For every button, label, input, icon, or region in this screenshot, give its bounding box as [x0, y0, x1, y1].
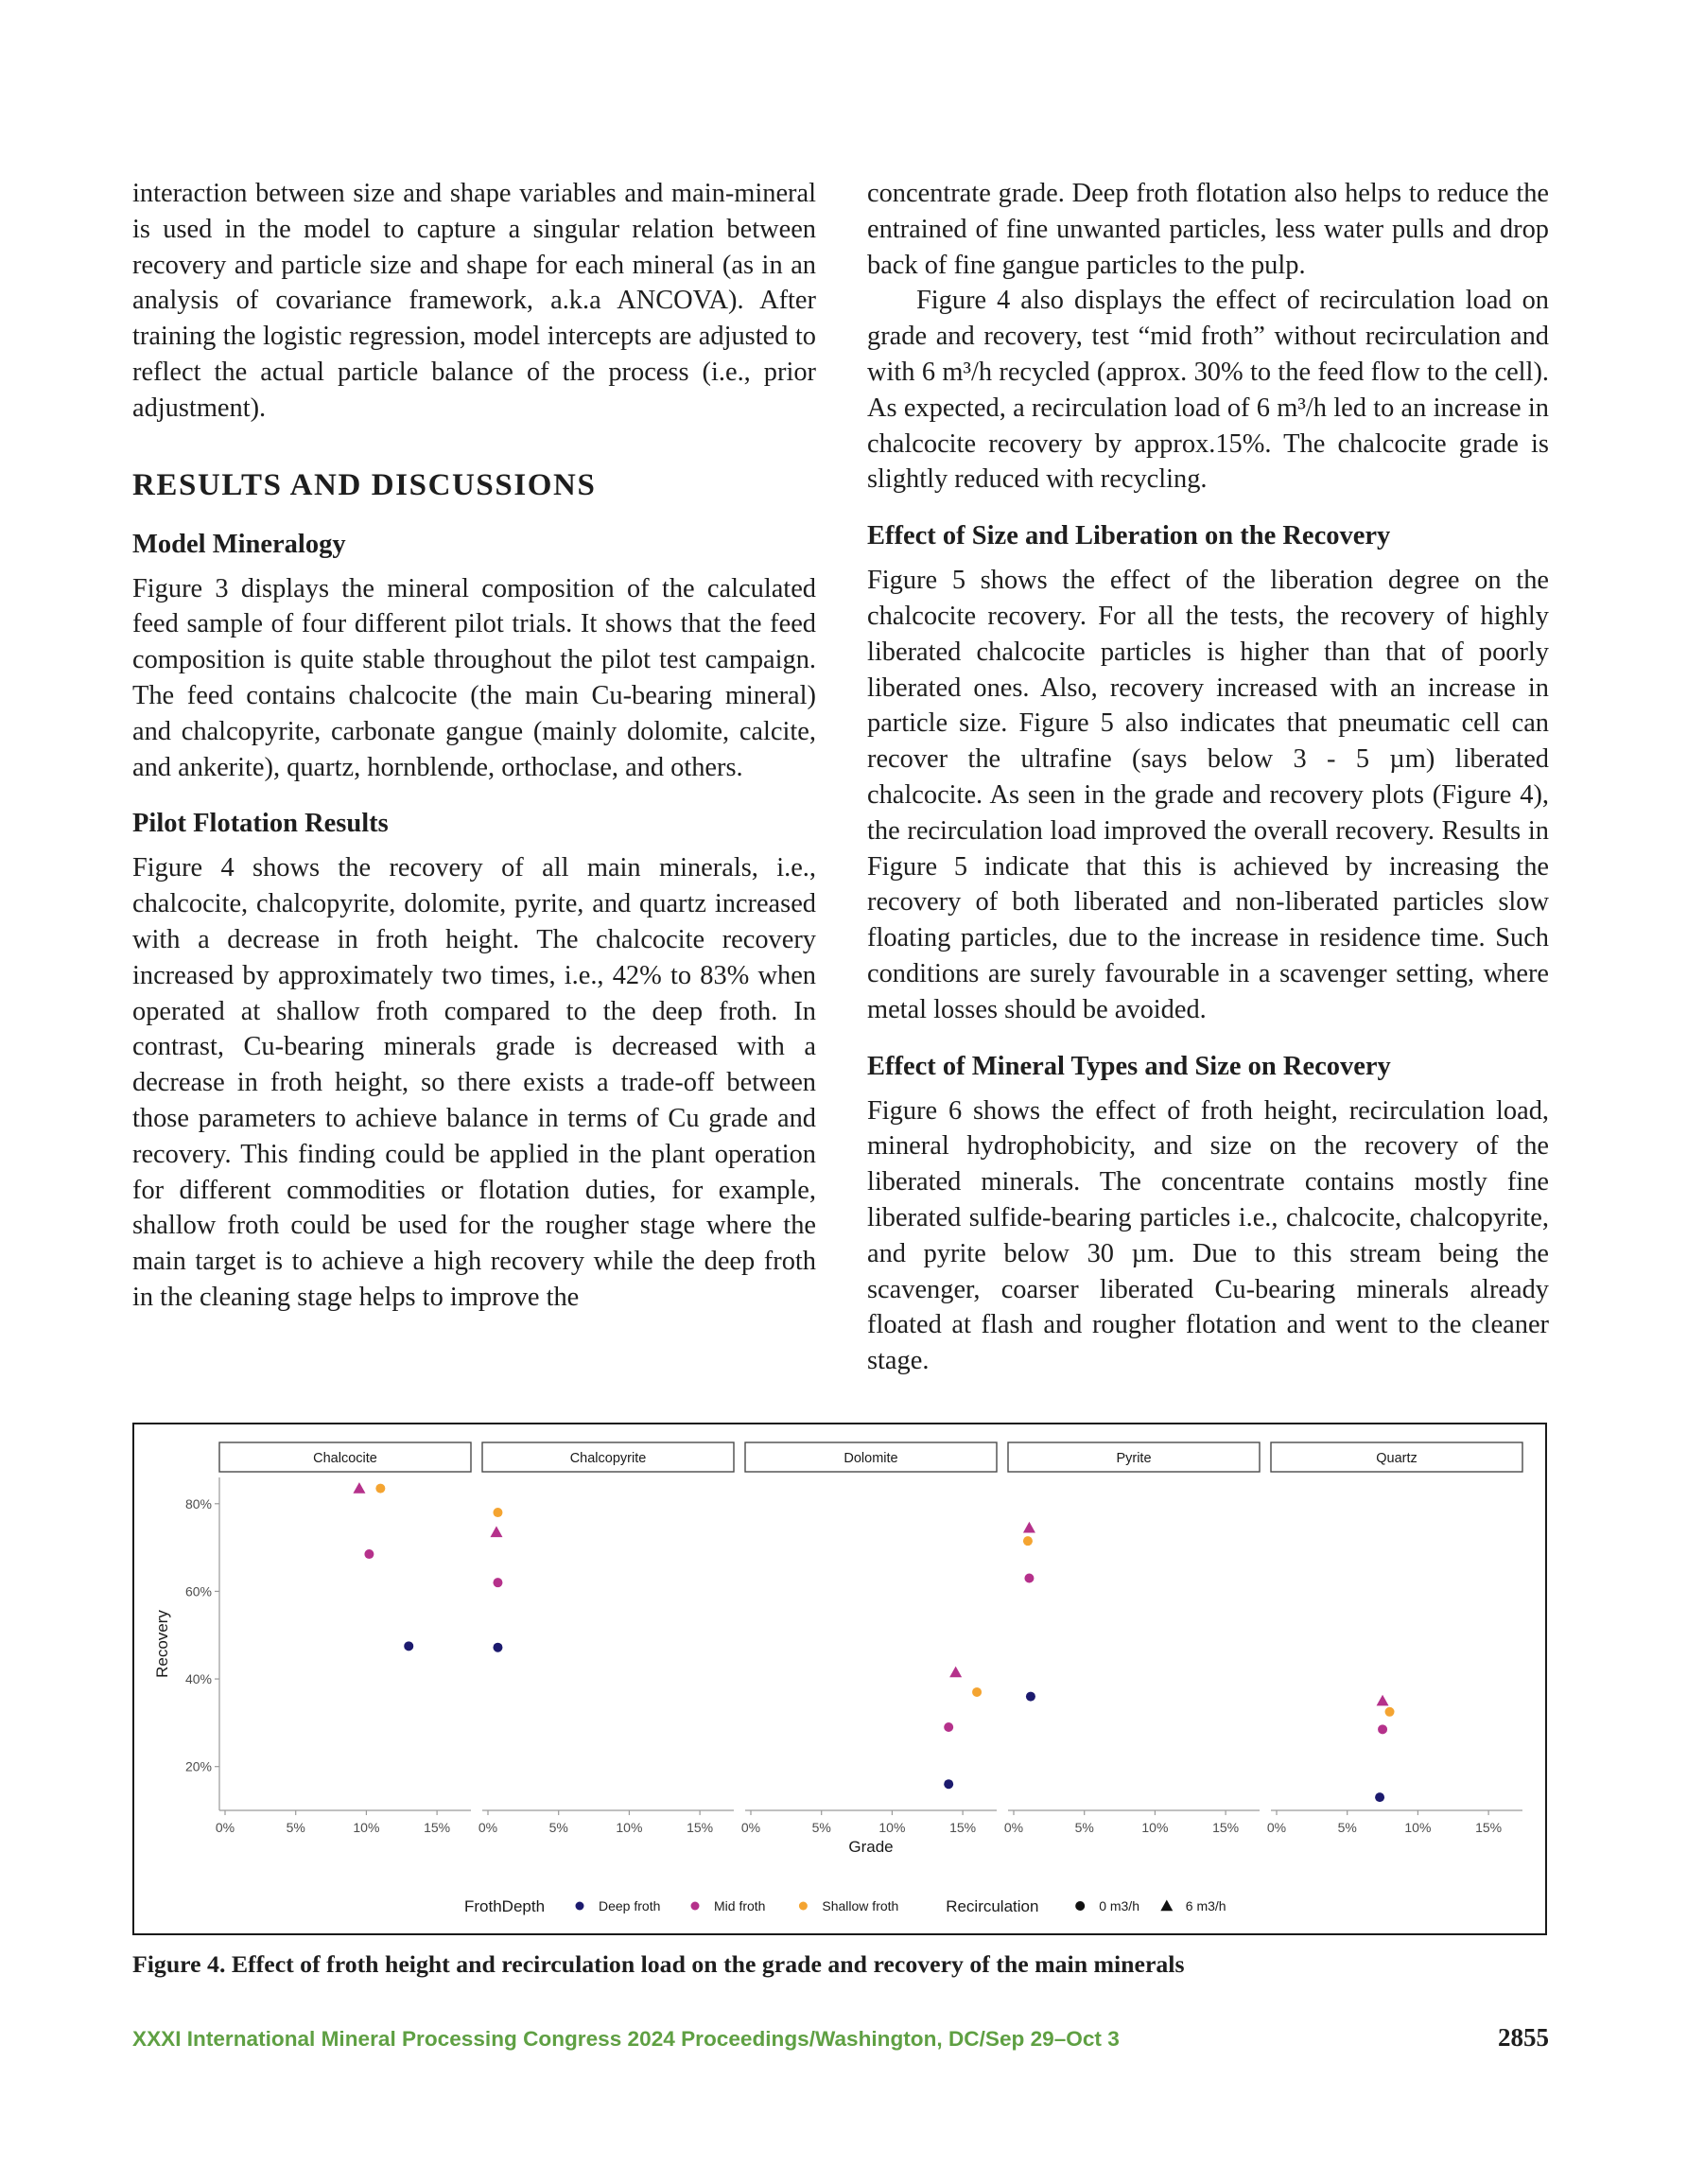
figure-4-frame [132, 1423, 1547, 1935]
y-tick-label: 80% [184, 1495, 212, 1511]
data-point [493, 1643, 502, 1652]
legend-label: Mid froth [714, 1898, 766, 1913]
data-point [1026, 1692, 1035, 1702]
paragraph: Figure 6 shows the effect of froth height, recirculation load, mineral hydrophobicity, and size on the recovery of the liberated minerals. The concentrate contains mostly fine liberated sulfide-bearing particles i.e., chalcocite, chalcopyrite, and pyrite below 30 µm. Due to this stream being the scavenger, coarser liberated Cu-bearing minerals already floated at flash and rougher flotation and went to the cleaner stage. [867, 1095, 1549, 1376]
facet-label: Pyrite [1116, 1451, 1152, 1466]
x-axis-title: Grade [848, 1838, 894, 1856]
x-tick-label: 0% [215, 1820, 235, 1835]
x-tick-label: 5% [286, 1820, 305, 1835]
x-tick-label: 0% [1266, 1820, 1287, 1835]
legend-key [1160, 1900, 1173, 1912]
paragraph: Figure 4 shows the recovery of all main minerals, i.e., chalcocite, chalcopyrite, dolomite, pyrite, and quartz increased with a decrease in froth height. The chalcocite recovery increased by approximately two times, i.e., 42% to 83% when operated at shallow froth compared to the deep froth. In contrast, Cu-bearing minerals grade is decreased with a decrease in froth height, so there exists a trade-off between those parameters to achieve balance in terms of Cu grade and recovery. This finding could be applied in the plant operation for different commodities or flotation duties, for example, shallow froth could be used for the rougher stage where the main target is to achieve a high recovery while the deep froth in the cleaning stage helps to improve the [132, 853, 816, 1312]
paragraph: interaction between size and shape variables and main-mineral is used in the model to capture a singular relation between recovery and particle size and shape for each mineral (as in an analysis of covariance framework, a.k.a ANCOVA). After training the logistic regression, model intercepts are adjusted to reflect the actual particle balance of the process (i.e., prior adjustment). [132, 179, 816, 423]
left-column [132, 176, 816, 1316]
data-point [493, 1578, 502, 1587]
subheading-mineral-types: Effect of Mineral Types and Size on Recovery [867, 1051, 1391, 1081]
legend-key [799, 1902, 808, 1911]
subheading-pilot-flotation: Pilot Flotation Results [132, 809, 389, 839]
x-tick-label: 10% [1141, 1820, 1169, 1835]
data-point [1378, 1724, 1387, 1734]
data-point [404, 1641, 413, 1651]
x-tick-label: 15% [424, 1820, 451, 1835]
data-point [1375, 1792, 1384, 1802]
legend-key [576, 1902, 584, 1911]
data-point [375, 1484, 385, 1494]
data-point [944, 1779, 953, 1789]
x-tick-label: 10% [616, 1820, 643, 1835]
proceedings-footer: XXXI International Mineral Processing Congress 2024 Proceedings/Washington, DC/Sep 29–Oct 3 [132, 2027, 1120, 2051]
x-tick-label: 15% [1212, 1820, 1240, 1835]
legend-title-froth: FrothDepth [464, 1897, 546, 1915]
legend-title-recirc: Recirculation [946, 1897, 1039, 1915]
x-tick-label: 5% [811, 1820, 831, 1835]
x-tick-label: 0% [740, 1820, 761, 1835]
data-point [1385, 1707, 1395, 1717]
data-point [1023, 1536, 1033, 1546]
x-tick-label: 0% [1003, 1820, 1024, 1835]
section-heading: RESULTS AND DISCUSSIONS [132, 467, 597, 502]
y-tick-label: 40% [184, 1671, 212, 1687]
data-point [1377, 1695, 1389, 1706]
facet-label: Dolomite [844, 1451, 898, 1466]
legend-label: Deep froth [599, 1898, 661, 1913]
data-point [364, 1549, 374, 1559]
data-point [353, 1482, 365, 1494]
right-column [867, 176, 1549, 1379]
data-point [972, 1687, 982, 1697]
legend-key [1075, 1901, 1085, 1911]
facet-label: Chalcopyrite [569, 1451, 647, 1466]
data-point [490, 1526, 502, 1537]
data-point [1024, 1574, 1034, 1583]
y-tick-label: 20% [184, 1758, 212, 1774]
figure-4-chart [134, 1424, 1545, 1933]
x-tick-label: 5% [1337, 1820, 1357, 1835]
x-tick-label: 0% [478, 1820, 498, 1835]
figure-caption: Figure 4. Effect of froth height and recirculation load on the grade and recovery of the main minerals [132, 1950, 1185, 1978]
x-tick-label: 10% [353, 1820, 380, 1835]
x-tick-label: 10% [1404, 1820, 1432, 1835]
facet-label: Chalcocite [313, 1451, 377, 1466]
data-point [493, 1508, 502, 1517]
subheading-model-mineralogy: Model Mineralogy [132, 529, 346, 559]
legend-key [691, 1902, 700, 1911]
x-tick-label: 15% [1475, 1820, 1503, 1835]
x-tick-label: 5% [1074, 1820, 1094, 1835]
paragraph: Figure 3 displays the mineral composition of the calculated feed sample of four different pilot trials. It shows that the feed composition is quite stable throughout the pilot test campaign. The feed contains chalcocite (the main Cu-bearing mineral) and chalcopyrite, carbonate gangue (mainly dolomite, calcite, and ankerite), quartz, hornblende, orthoclase, and others. [132, 573, 816, 782]
data-point [949, 1667, 962, 1678]
paragraph: concentrate grade. Deep froth flotation also helps to reduce the entrained of fine unwanted particles, less water pulls and drop back of fine gangue particles to the pulp. [867, 179, 1549, 280]
legend-label: 6 m3/h [1185, 1898, 1226, 1913]
y-tick-label: 60% [184, 1583, 212, 1599]
paragraph: Figure 5 shows the effect of the liberation degree on the chalcocite recovery. For all the tests, the recovery of highly liberated chalcocite particles is higher than that of poorly liberated ones. Also, recovery increased with an increase in particle size. Figure 5 also indicates that pneumatic cell can recover the ultrafine (says below 3 - 5 µm) liberated chalcocite. As seen in the grade and recovery plots (Figure 4), the recirculation load improved the overall recovery. Results in Figure 5 indicate that this is achieved by increasing the recovery of both liberated and non-liberated particles slow floating particles, due to the increase in residence time. Such conditions are surely favourable in a scavenger setting, where metal losses should be avoided. [867, 566, 1549, 1024]
data-point [1023, 1522, 1035, 1533]
subheading-size-liberation: Effect of Size and Liberation on the Recovery [867, 521, 1391, 551]
y-axis-title: Recovery [153, 1610, 171, 1678]
page-footer [132, 2023, 1549, 2059]
page-number: 2855 [1498, 2023, 1549, 2052]
x-tick-label: 10% [878, 1820, 906, 1835]
x-tick-label: 15% [687, 1820, 714, 1835]
data-point [944, 1722, 953, 1732]
x-tick-label: 5% [548, 1820, 568, 1835]
paragraph: Figure 4 also displays the effect of recirculation load on grade and recovery, test “mid froth” without recirculation and with 6 m³/h recycled (approx. 30% to the feed flow to the cell). As expected, a recirculation load of 6 m³/h led to an increase in chalcocite recovery by approx.15%. The chalcocite grade is slightly reduced with recycling. [867, 286, 1549, 495]
legend-label: 0 m3/h [1099, 1898, 1140, 1913]
x-tick-label: 15% [949, 1820, 977, 1835]
legend-label: Shallow froth [822, 1898, 899, 1913]
facet-label: Quartz [1376, 1451, 1417, 1466]
